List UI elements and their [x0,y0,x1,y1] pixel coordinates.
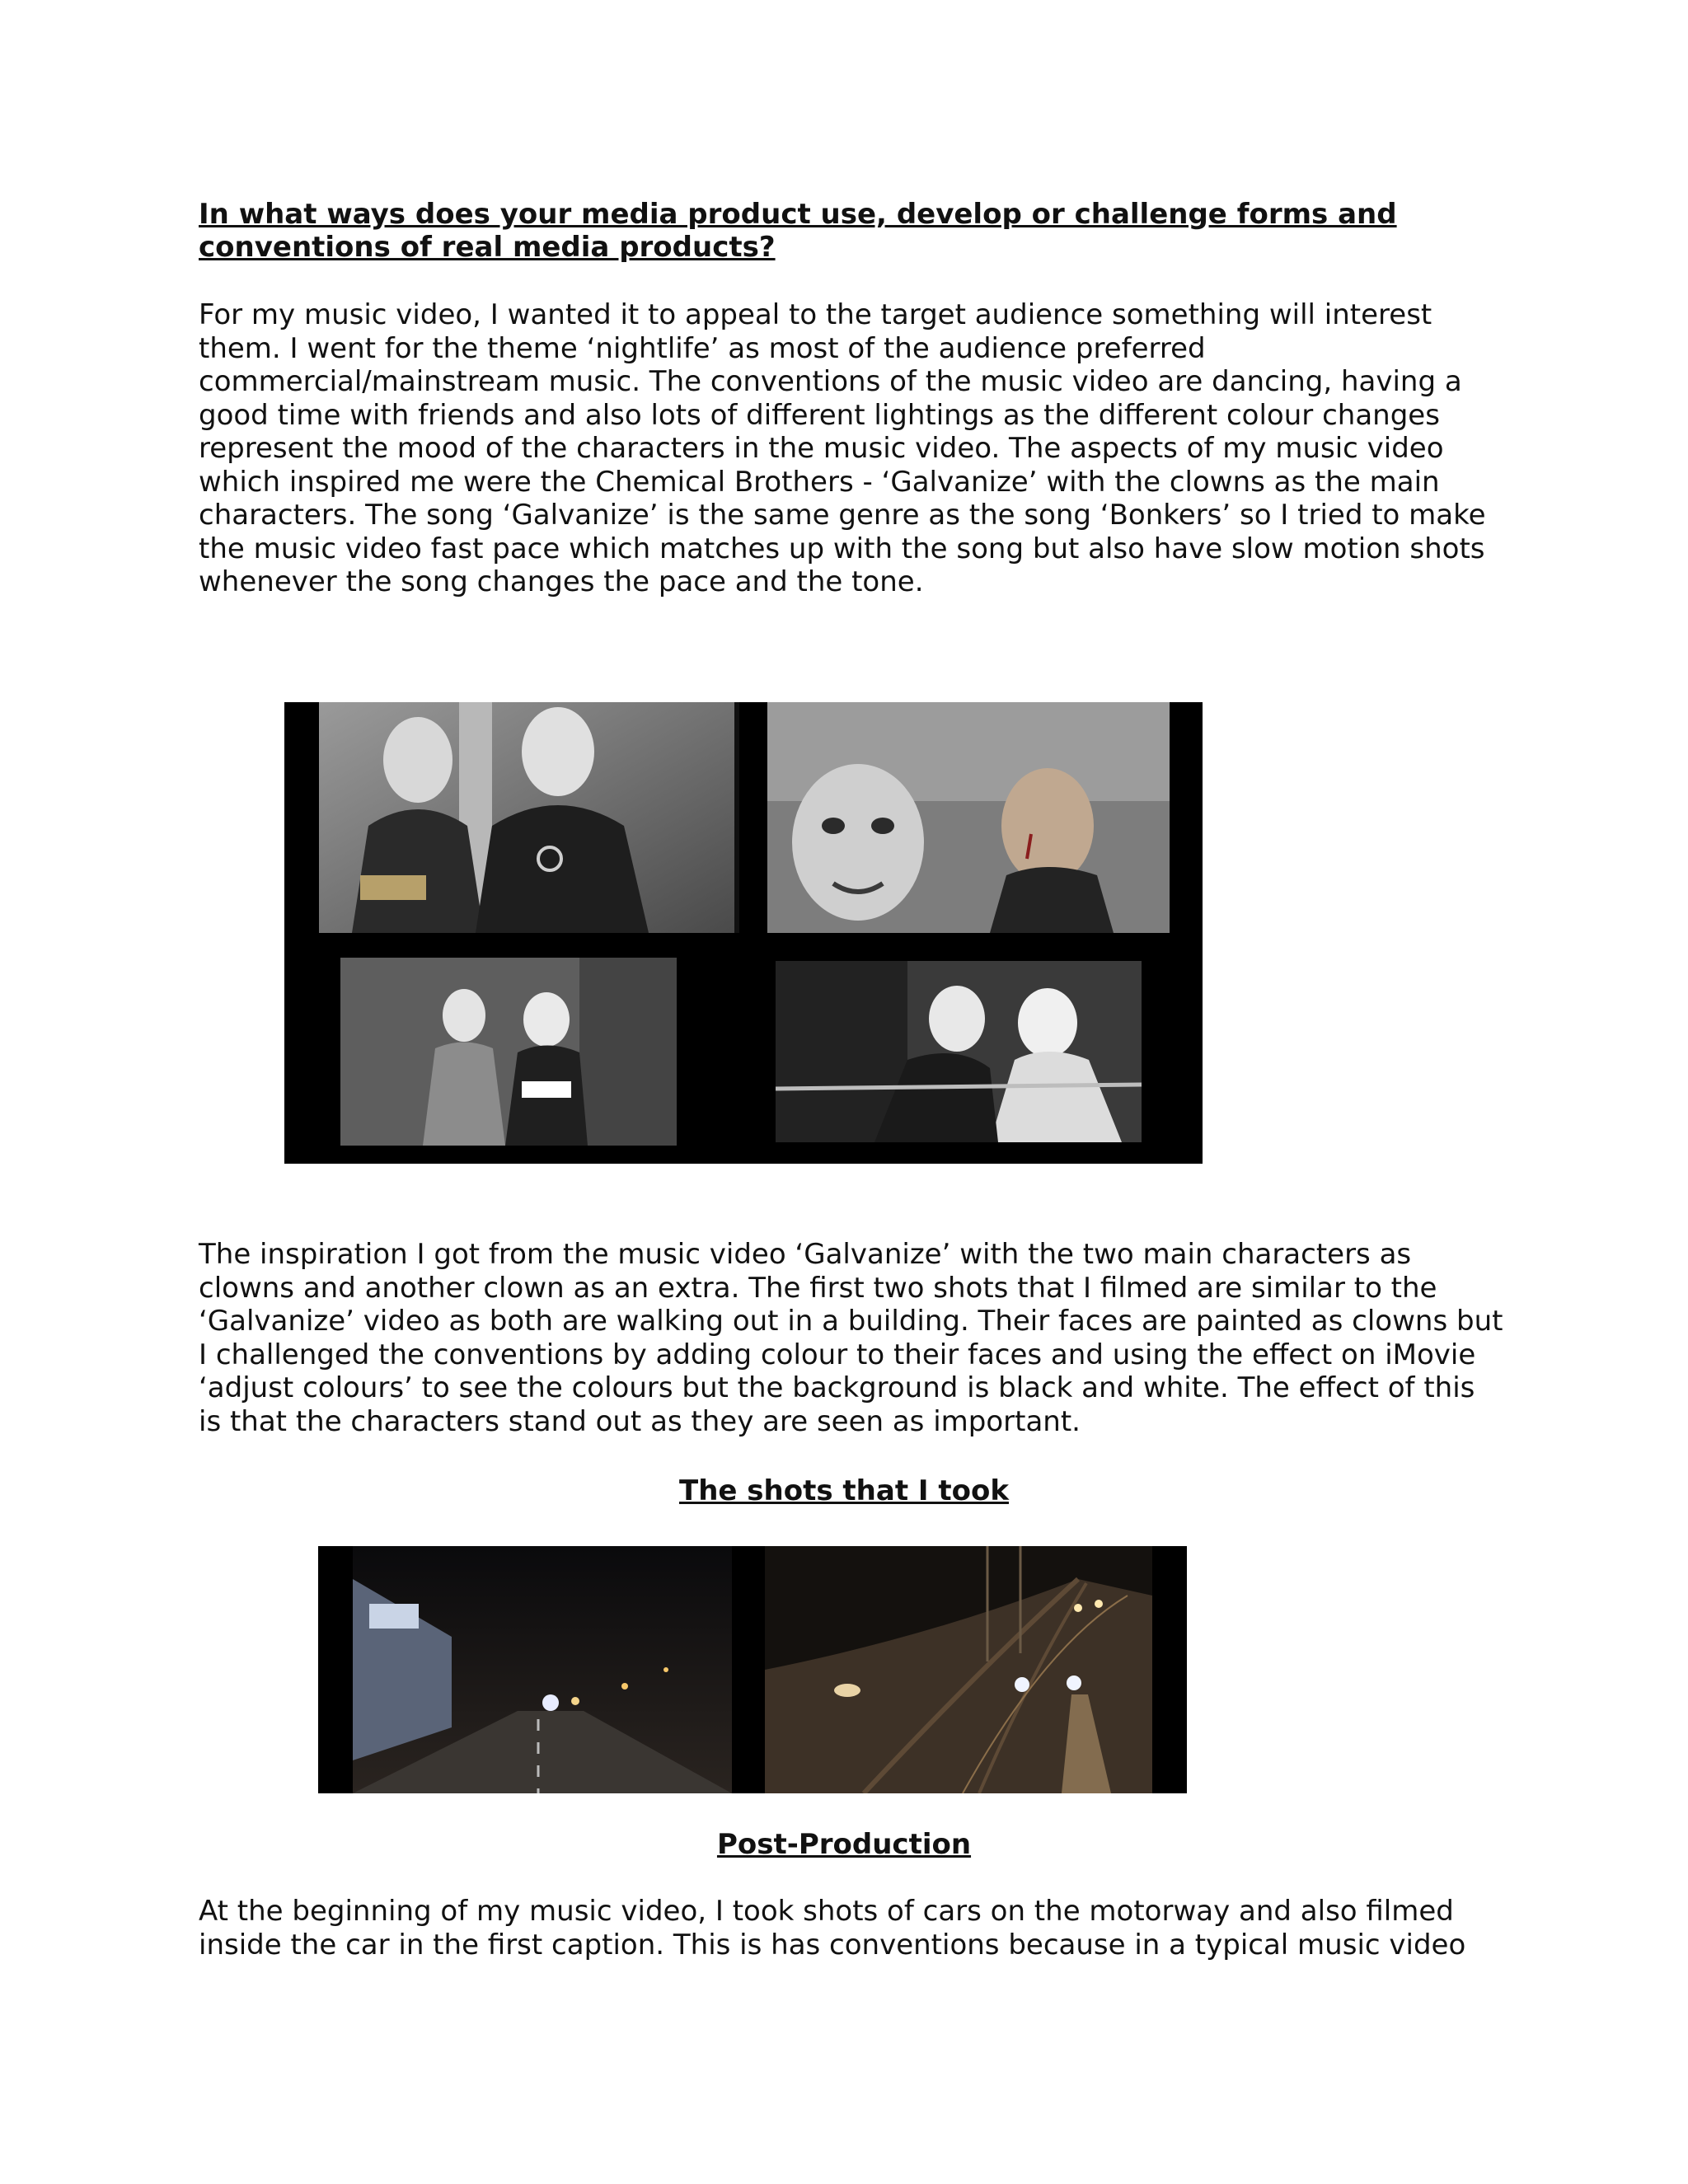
intro-line: whenever the song changes the pace and the tone. [199,565,924,598]
inspiration-line: ‘Galvanize’ video as both are walking out in a building. Their faces are painted as clowns but [199,1305,1503,1338]
divider [732,1546,765,1793]
still-two-clowns-hallway [319,702,734,933]
still-clown-faces-closeup [767,702,1170,933]
post-production-title: Post-Production [716,1828,972,1861]
heading-line-1: In what ways does your media product use, develop or challenge forms and [199,198,1397,231]
post-production-line: At the beginning of my music video, I took shots of cars on the motorway and also filmed [199,1895,1454,1928]
divider [734,702,739,933]
intro-line: the music video fast pace which matches up with the song but also have slow motion shots [199,532,1485,565]
page-heading [199,198,1484,264]
post-production-line: inside the car in the first caption. This is has conventions because in a typical music video [199,1928,1466,1961]
shots-section-title: The shots that I took [679,1474,1009,1507]
inspiration-line: I challenged the conventions by adding colour to their faces and using the effect on iMovie [199,1338,1476,1371]
intro-line: commercial/mainstream music. The conventions of the music video are dancing, having a [199,365,1462,398]
inspiration-line: The inspiration I got from the music video ‘Galvanize’ with the two main characters as [199,1238,1412,1271]
inspiration-line: clowns and another clown as an extra. The first two shots that I filmed are similar to the [199,1271,1437,1305]
heading-line-2: conventions of real media products? [199,231,776,264]
inspiration-line: ‘adjust colours’ to see the colours but the background is black and white. The effect of this [199,1371,1475,1404]
intro-line: them. I went for the theme ‘nightlife’ as most of the audience preferred [199,331,1206,365]
still-clowns-against-wall [340,958,677,1146]
post-production-paragraph [199,1895,1517,1961]
inspiration-line: is that the characters stand out as they are seen as important. [199,1404,1081,1438]
clown-stills-collage [284,702,1203,1164]
intro-paragraph [199,298,1517,599]
still-motorway-night [765,1546,1152,1793]
inspiration-paragraph [199,1238,1517,1438]
still-clowns-night-street [776,961,1142,1142]
intro-line: good time with friends and also lots of different lightings as the different colour changes [199,398,1440,432]
intro-line: For my music video, I wanted it to appeal to the target audience something will interest [199,298,1432,331]
night-shots-strip [318,1546,1187,1793]
intro-line: which inspired me were the Chemical Brothers - ‘Galvanize’ with the clowns as the main [199,465,1440,499]
intro-line: represent the mood of the characters in the music video. The aspects of my music video [199,432,1444,465]
intro-line: characters. The song ‘Galvanize’ is the same genre as the song ‘Bonkers’ so I tried to make [199,499,1486,532]
still-city-street-night [353,1546,732,1793]
